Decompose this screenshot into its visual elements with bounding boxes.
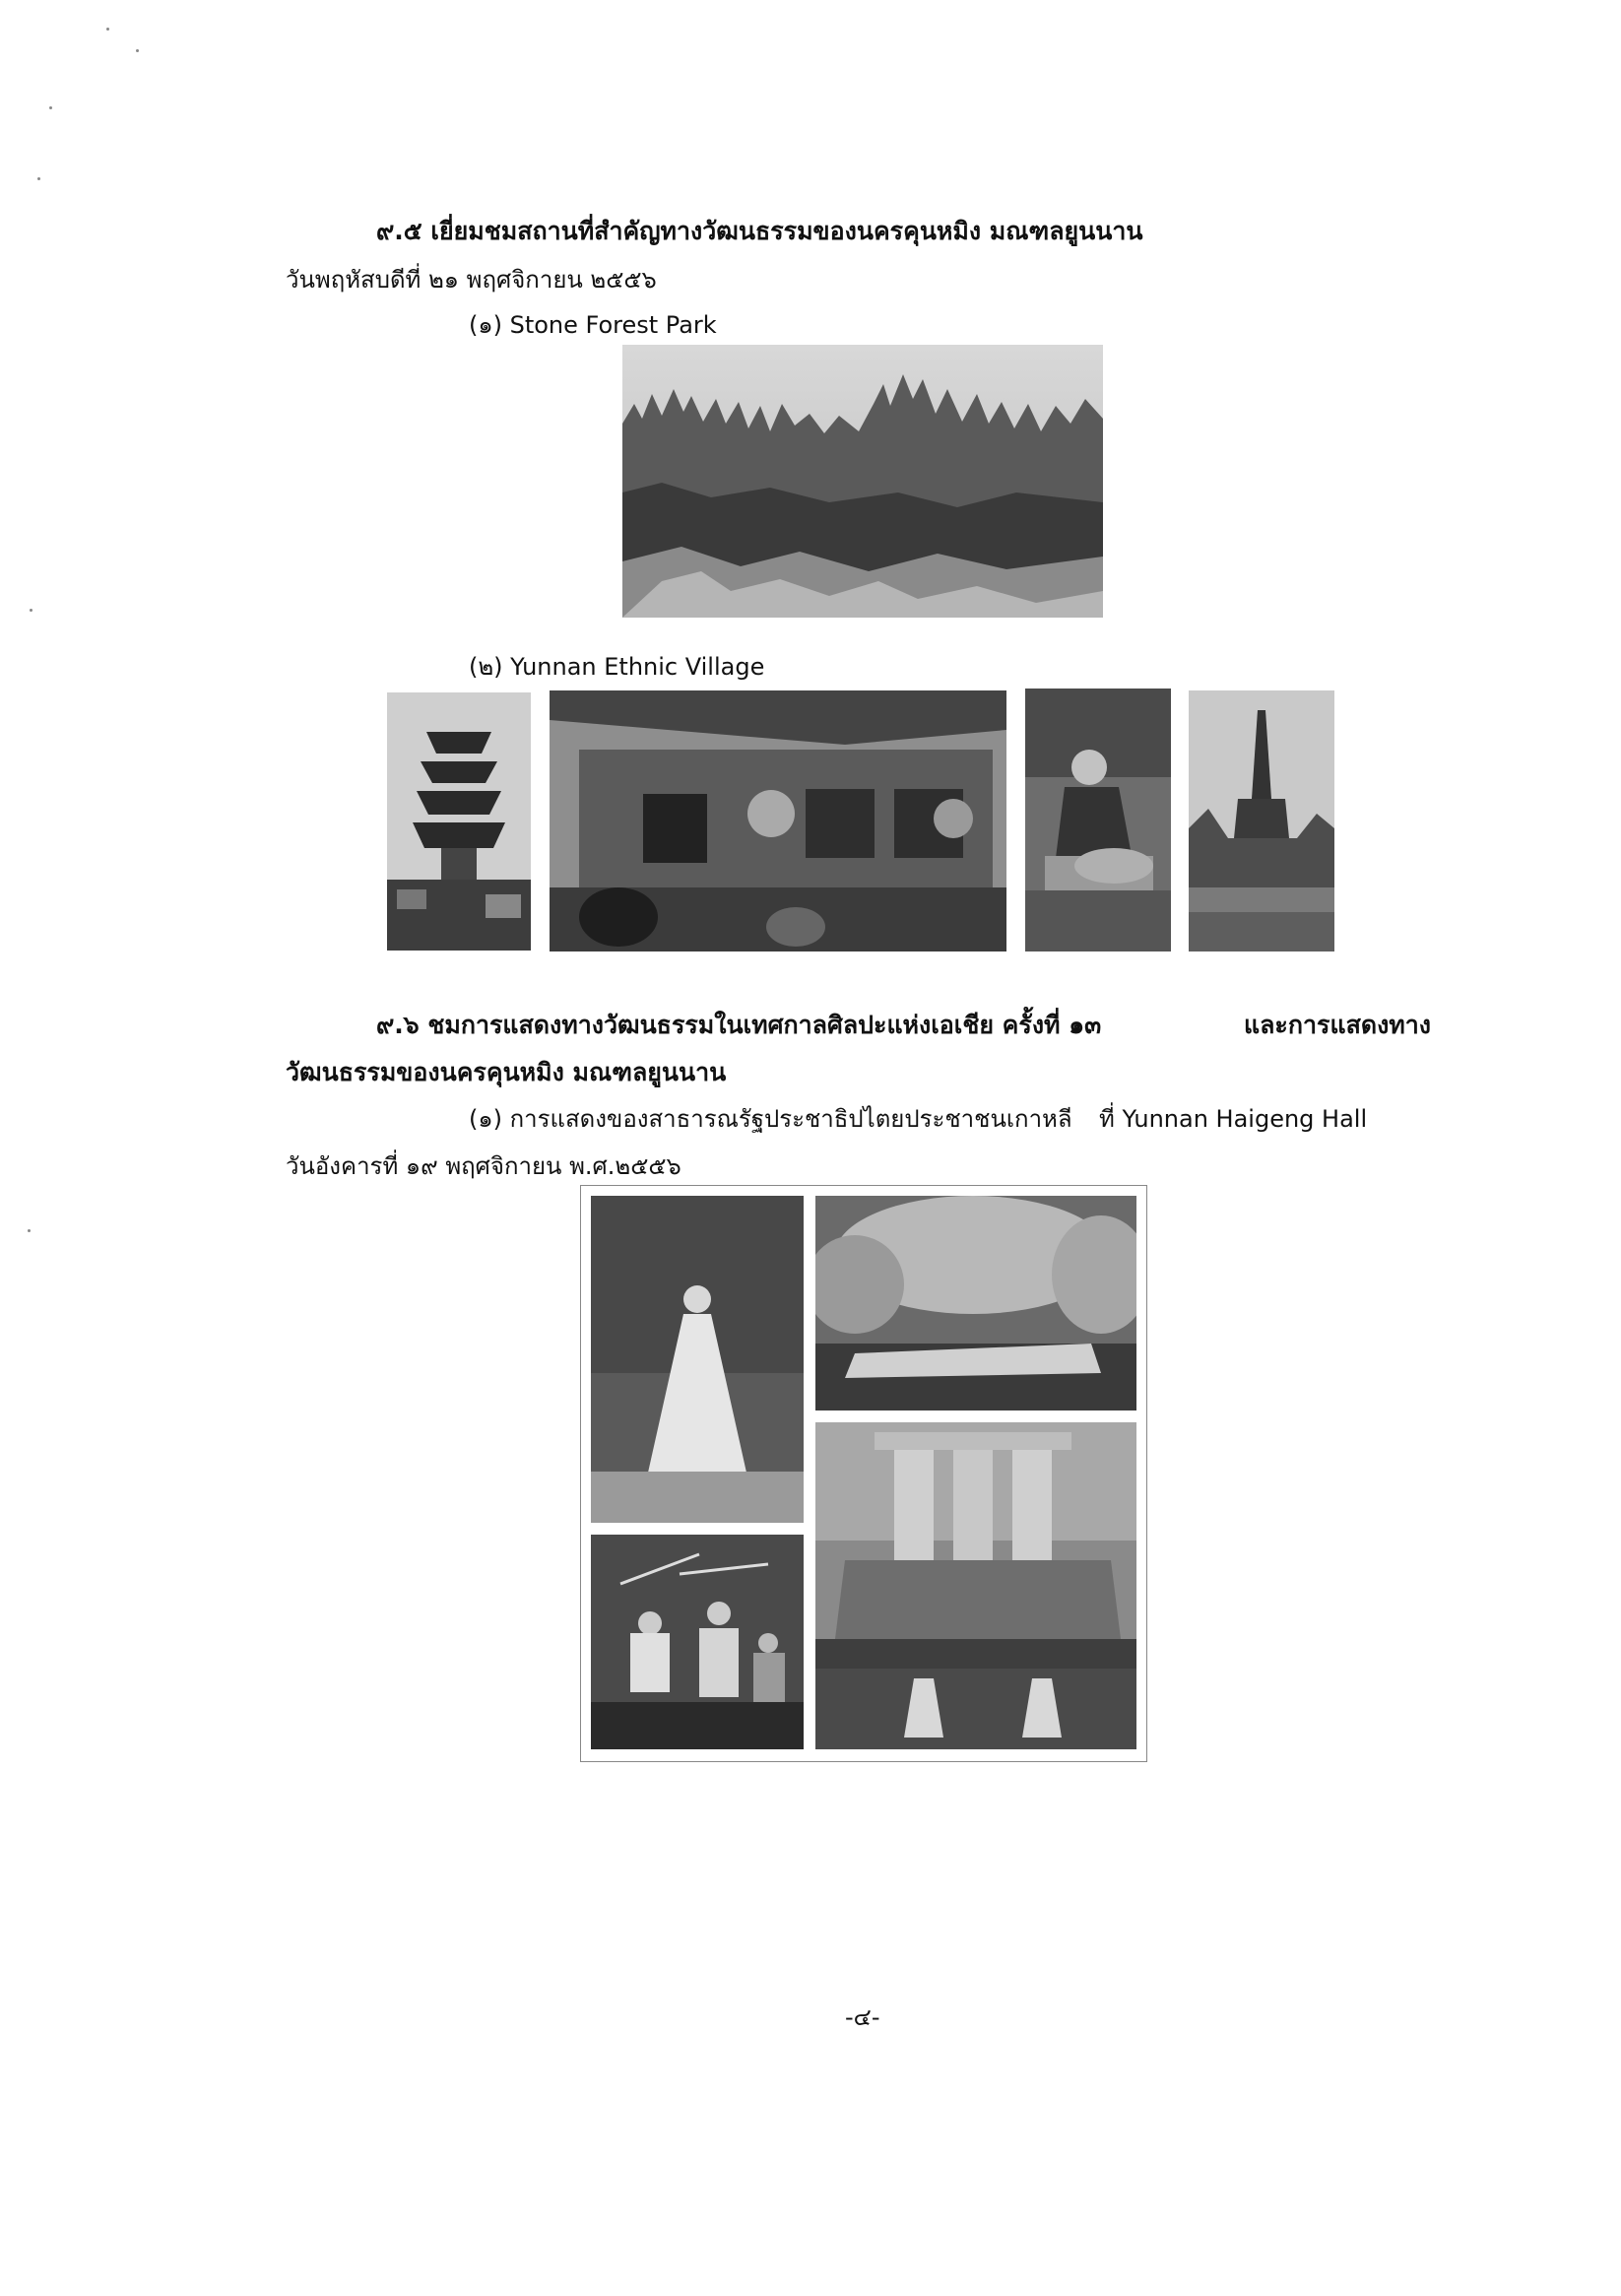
section-9-6-heading-line2: วัฒนธรรมของนครคุนหมิง มณฑลยูนนาน bbox=[286, 1058, 727, 1086]
section-9-6-heading-a: ๙.๖ ชมการแสดงทางวัฒนธรรมในเทศกาลศิลปะแห่งเอเชีย ครั้งที่ ๑๓ bbox=[376, 1011, 1102, 1039]
scan-speck bbox=[136, 49, 139, 52]
section-9-6-date: วันอังคารที่ ๑๙ พฤศจิกายน พ.ศ.๒๕๕๖ bbox=[286, 1152, 681, 1180]
performance-collage bbox=[580, 1185, 1147, 1762]
monument-stage-photo bbox=[815, 1422, 1136, 1749]
scan-speck bbox=[37, 177, 40, 180]
artisan-photo bbox=[1025, 689, 1171, 951]
section-9-6-item1-a: (๑) การแสดงของสาธารณรัฐประชาธิปไตยประชาชนเกาหลี bbox=[469, 1105, 1072, 1133]
pagoda-photo bbox=[387, 692, 531, 951]
section-9-6-heading-b: และการแสดงทาง bbox=[1244, 1011, 1432, 1039]
section-9-5-heading: ๙.๕ เยี่ยมชมสถานที่สำคัญทางวัฒนธรรมของนครคุนหมิง มณฑลยูนนาน bbox=[376, 217, 1143, 245]
wooden-house-photo bbox=[550, 690, 1006, 951]
stone-forest-label: (๑) Stone Forest Park bbox=[469, 311, 717, 339]
section-9-6-item1-b: ที่ Yunnan Haigeng Hall bbox=[1099, 1105, 1368, 1133]
singer-photo bbox=[591, 1196, 804, 1523]
page-number: -๔- bbox=[845, 2003, 880, 2031]
tower-lake-photo bbox=[1189, 690, 1334, 951]
stone-forest-photo bbox=[622, 345, 1103, 618]
scan-speck bbox=[30, 609, 32, 612]
section-9-5-date: วันพฤหัสบดีที่ ๒๑ พฤศจิกายน ๒๕๕๖ bbox=[286, 266, 657, 294]
ethnic-village-label: (๒) Yunnan Ethnic Village bbox=[469, 653, 765, 681]
scan-speck bbox=[28, 1229, 31, 1232]
scan-speck bbox=[49, 106, 52, 109]
drummers-photo bbox=[591, 1535, 804, 1749]
dancers-trees-photo bbox=[815, 1196, 1136, 1410]
scan-speck bbox=[106, 28, 109, 31]
